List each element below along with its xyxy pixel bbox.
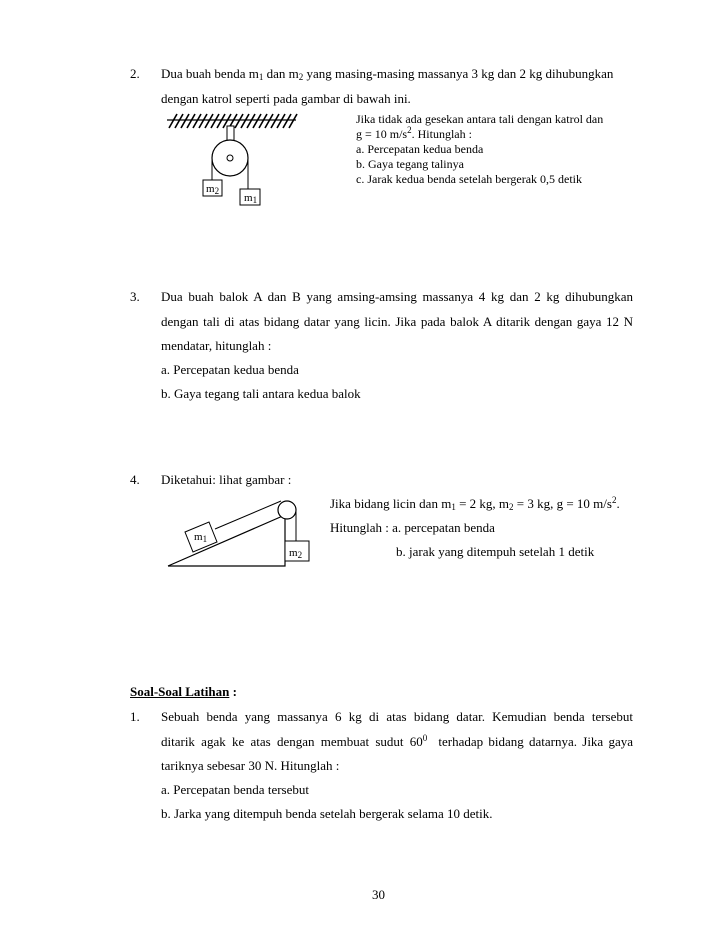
- q2-number: 2.: [130, 66, 140, 81]
- label-sub: 2: [297, 550, 303, 560]
- q2-side2-text: g = 10 m/s: [356, 127, 408, 141]
- q2-text: dan m: [263, 66, 299, 81]
- latihan-item-b: b. Jarka yang ditempuh benda setelah bergerak selama 10 detik.: [161, 806, 493, 821]
- q3-line2: dengan tali di atas bidang datar yang licin. Jika pada balok A ditarik dengan gaya 12 N: [161, 314, 633, 329]
- latihan-heading: [130, 684, 237, 700]
- q3-item-b: b. Gaya tegang tali antara kedua balok: [161, 386, 361, 401]
- label-sub: 1: [252, 195, 258, 205]
- label-text: m: [206, 183, 215, 195]
- latihan-line2: [161, 734, 633, 750]
- label-text: m: [244, 192, 253, 204]
- q4-side1-text: .: [616, 496, 620, 511]
- q4-side1: [330, 496, 620, 512]
- q4-side1-text: Jika bidang licin dan m: [330, 496, 452, 511]
- q3-line3: mendatar, hitunglah :: [161, 338, 272, 353]
- latihan-number: 1.: [130, 709, 140, 724]
- q2-item-c: c. Jarak kedua benda setelah bergerak 0,5 detik: [356, 172, 583, 186]
- incline-figure: [165, 495, 325, 575]
- q3-line1: Dua buah balok A dan B yang amsing-amsing massanya 4 kg dan 2 kg dihubungkan: [161, 289, 633, 304]
- pulley-figure: [160, 110, 310, 210]
- q2-fig-m1-label: [244, 190, 257, 206]
- latihan-line3: tariknya sebesar 30 N. Hitunglah :: [161, 758, 340, 773]
- latihan-line2-text: terhadap bidang datarnya. Jika gaya: [433, 734, 633, 749]
- q4-side3: b. jarak yang ditempuh setelah 1 detik: [396, 544, 595, 559]
- q2-sub: 2: [298, 72, 304, 82]
- q2-side2: [356, 127, 472, 142]
- q4-side2: Hitunglah : a. percepatan benda: [330, 520, 495, 535]
- q4-side1-sup: 2: [611, 495, 617, 505]
- q4-side1-sub: 1: [451, 502, 456, 512]
- latihan-line2-text: ditarik agak ke atas dengan membuat sudut 60: [161, 734, 423, 749]
- label-text: m: [289, 547, 298, 559]
- q2-line1: [161, 66, 613, 82]
- q2-line2: dengan katrol seperti pada gambar di bawah ini.: [161, 91, 411, 106]
- latihan-heading-text: Soal-Soal Latihan: [130, 684, 230, 699]
- q3-number: 3.: [130, 289, 140, 304]
- q4-side1-sub: 2: [509, 502, 514, 512]
- q4-side1-text: = 2 kg, m: [455, 496, 510, 511]
- q4-number: 4.: [130, 472, 140, 487]
- label-sub: 1: [202, 534, 208, 544]
- label-sub: 2: [214, 186, 220, 196]
- q2-item-a: a. Percepatan kedua benda: [356, 142, 484, 156]
- q2-side2-text: . Hitunglah :: [411, 127, 472, 141]
- q2-side2-sup: 2: [407, 125, 412, 135]
- label-text: m: [194, 531, 203, 543]
- page-number: 30: [372, 887, 385, 902]
- q2-sub: 1: [258, 72, 264, 82]
- q4-side1-text: = 3 kg, g = 10 m/s: [513, 496, 612, 511]
- q2-text: yang masing-masing massanya 3 kg dan 2 kg dihubungkan: [303, 66, 614, 81]
- latihan-line2-part1: [161, 734, 427, 750]
- q4-fig-m2-label: [289, 545, 302, 561]
- q3-item-a: a. Percepatan kedua benda: [161, 362, 299, 377]
- q2-text: Dua buah benda m: [161, 66, 259, 81]
- q4-line1: Diketahui: lihat gambar :: [161, 472, 292, 487]
- latihan-heading-colon: :: [229, 684, 237, 699]
- latihan-line1: Sebuah benda yang massanya 6 kg di atas bidang datar. Kemudian benda tersebut: [161, 709, 633, 724]
- latihan-item-a: a. Percepatan benda tersebut: [161, 782, 309, 797]
- q4-fig-m1-label: [194, 529, 207, 545]
- q2-side1: Jika tidak ada gesekan antara tali dengan katrol dan: [356, 112, 604, 126]
- q2-item-b: b. Gaya tegang talinya: [356, 157, 464, 171]
- q2-fig-m2-label: [206, 181, 219, 197]
- latihan-line2-sup: 0: [422, 733, 428, 743]
